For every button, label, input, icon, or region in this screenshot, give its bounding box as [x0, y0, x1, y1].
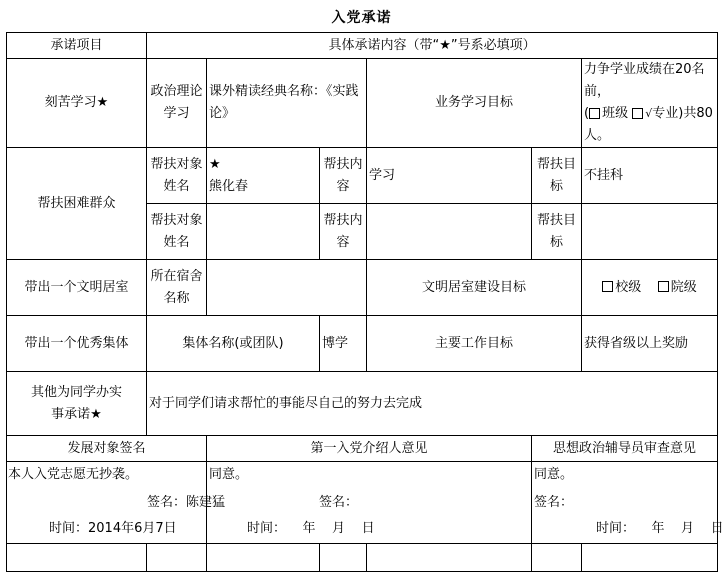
study-label: 刻苦学习★	[7, 59, 147, 148]
dev-signature-header: 发展对象签名	[7, 436, 207, 462]
help-content-label: 帮扶内容	[320, 148, 367, 204]
help-content-value[interactable]: 学习	[367, 148, 532, 204]
header-content: 具体承诺内容（带“★”号系必填项）	[147, 33, 718, 59]
help-goal-value-2[interactable]	[582, 204, 718, 260]
help-content-label-2: 帮扶内容	[320, 204, 367, 260]
dev-declaration: 本人入党志愿无抄袭。	[8, 467, 139, 482]
help-target-name-2[interactable]	[207, 204, 320, 260]
college-level-checkbox[interactable]	[658, 281, 669, 292]
pledge-form-table	[6, 32, 724, 572]
required-star-icon: ★	[209, 156, 221, 172]
empty-cell	[532, 544, 582, 572]
counselor-time: 时间： 年 月 日	[596, 521, 724, 536]
help-label: 帮扶困难群众	[7, 148, 147, 260]
group-label: 带出一个优秀集体	[7, 316, 147, 372]
dorm-label: 带出一个文明居室	[7, 260, 147, 316]
college-level-label: 院级	[670, 279, 697, 295]
other-label: 其他为同学办实事承诺★	[7, 372, 147, 436]
business-study-value[interactable]: 力争学业成绩在20名前， ( 班级 √专业)共80人。	[582, 59, 718, 148]
school-level-label: 校级	[615, 279, 642, 295]
help-goal-label-2: 帮扶目标	[532, 204, 582, 260]
group-name-value[interactable]: 博学	[320, 316, 367, 372]
major-option-label: 专业	[652, 106, 679, 121]
help-goal-value[interactable]: 不挂科	[582, 148, 718, 204]
group-name-label: 集体名称(或团队)	[147, 316, 320, 372]
help-target-label-2: 帮扶对象姓名	[147, 204, 207, 260]
political-study-label: 政治理论学习	[147, 59, 207, 148]
introducer-sign: 签名：	[319, 495, 359, 510]
help-goal-label: 帮扶目标	[532, 148, 582, 204]
class-option-label: 班级	[602, 106, 629, 121]
counselor-opinion-cell[interactable]	[532, 462, 724, 544]
empty-cell	[7, 544, 147, 572]
business-study-label: 业务学习目标	[367, 59, 582, 148]
major-checkbox[interactable]	[632, 108, 643, 119]
dorm-name-label: 所在宿舍名称	[147, 260, 207, 316]
dev-time: 时间：2014年6月7日	[49, 521, 177, 536]
other-value[interactable]: 对于同学们请求帮忙的事能尽自己的努力去完成	[147, 372, 718, 436]
help-content-value-2[interactable]	[367, 204, 532, 260]
introducer-time: 时间： 年 月 日	[247, 521, 375, 536]
counselor-opinion: 同意。	[534, 467, 574, 482]
school-level-checkbox[interactable]	[602, 281, 613, 292]
business-study-total: 共80人。	[584, 106, 713, 143]
empty-cell	[367, 544, 532, 572]
class-checkbox[interactable]	[589, 108, 600, 119]
major-check-mark: √	[645, 107, 653, 120]
empty-cell	[207, 544, 320, 572]
introducer-opinion: 同意。	[209, 467, 249, 482]
header-item: 承诺项目	[7, 33, 147, 59]
dorm-goal-options	[582, 260, 718, 316]
counselor-sign: 签名：	[534, 495, 574, 510]
dev-sign: 签名：陈建猛	[147, 495, 226, 510]
empty-cell	[147, 544, 207, 572]
business-study-prefix: 力争学业成绩在20名前，	[584, 62, 705, 99]
dorm-goal-label: 文明居室建设目标	[367, 260, 582, 316]
help-target-name[interactable]: ★ 熊化春	[207, 148, 320, 204]
dev-signature-cell[interactable]	[7, 462, 226, 544]
counselor-opinion-header: 思想政治辅导员审查意见	[532, 436, 718, 462]
dorm-name-value[interactable]	[207, 260, 367, 316]
empty-cell	[320, 544, 367, 572]
empty-cell	[582, 544, 718, 572]
introducer-opinion-header: 第一入党介绍人意见	[207, 436, 532, 462]
political-study-value[interactable]: 课外精读经典名称：《实践论》	[207, 59, 367, 148]
page-title: 入党承诺	[331, 10, 392, 26]
help-target-label: 帮扶对象姓名	[147, 148, 207, 204]
group-goal-label: 主要工作目标	[367, 316, 582, 372]
group-goal-value[interactable]: 获得省级以上奖励	[582, 316, 718, 372]
introducer-opinion-cell[interactable]	[207, 462, 532, 544]
